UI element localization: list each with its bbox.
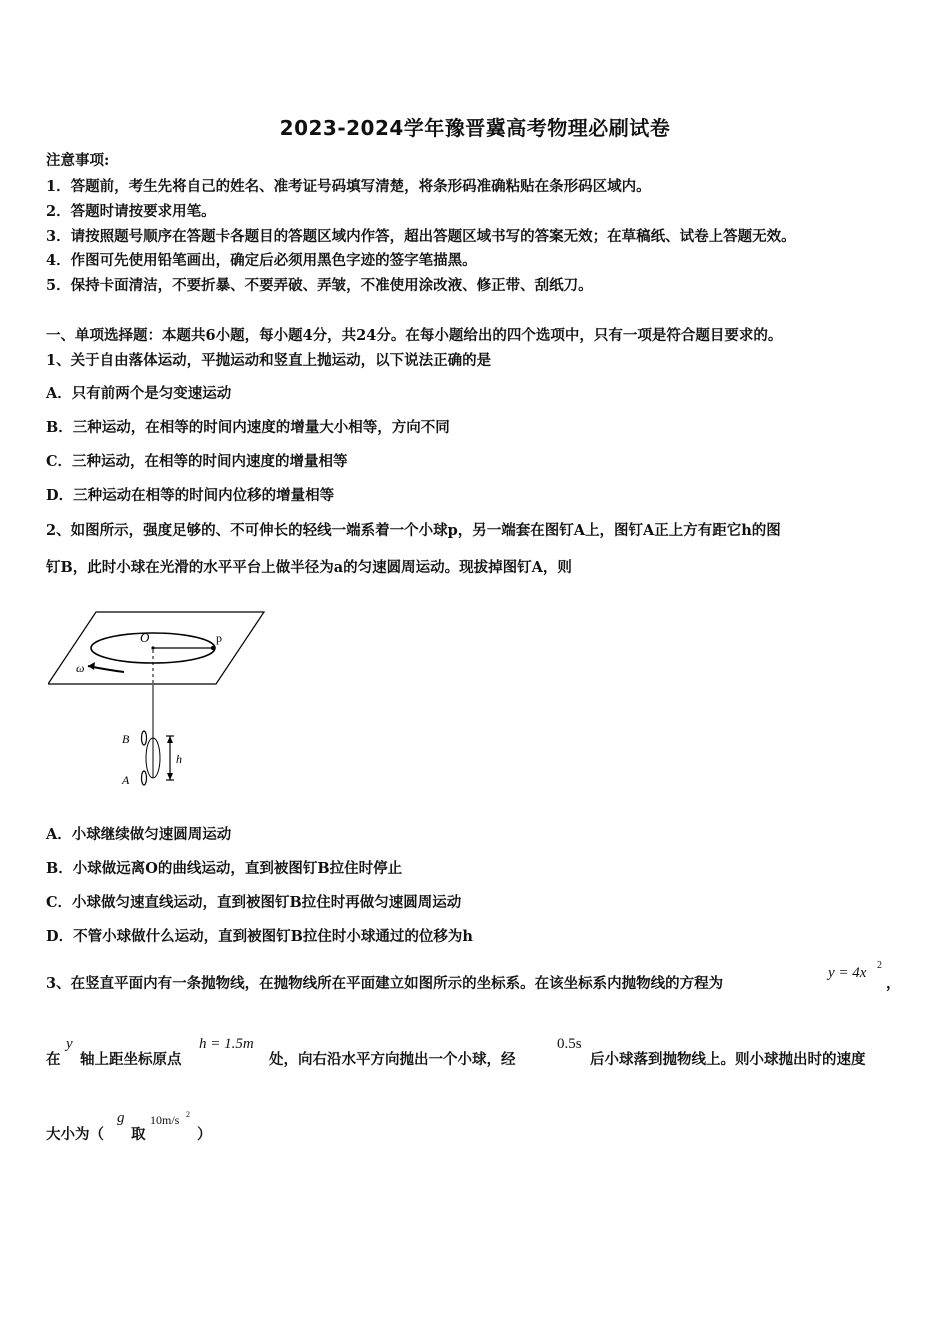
label-a: A <box>122 773 130 787</box>
label-h: h <box>176 752 182 766</box>
question-3-close: ） <box>197 1126 212 1143</box>
question-3-line2-start: 在 <box>46 1051 61 1068</box>
question-1-option-c: C．三种运动，在相等的时间内速度的增量相等 <box>46 453 348 470</box>
parabola-exponent: 2 <box>877 960 882 971</box>
notice-item: 3．请按照题号顺序在答题卡各题目的答题区域内作答，超出答题区域书写的答案无效；在草稿纸、试卷上答题无效。 <box>46 228 796 245</box>
question-1-option-a: A．只有前两个是匀变速运动 <box>46 385 232 402</box>
page-title: 2023-2024学年豫晋冀高考物理必刷试卷 <box>279 116 671 140</box>
question-3-line1 <box>46 974 723 994</box>
question-2-option-d: D．不管小球做什么运动，直到被图钉B拉住时小球通过的位移为h <box>46 928 473 945</box>
g-value: 10m/s <box>150 1113 180 1127</box>
label-omega: ω <box>76 661 85 675</box>
notice-item: 4．作图可先使用铅笔画出，确定后必须用黑色字迹的签字笔描黑。 <box>46 252 477 269</box>
pin-a-icon <box>142 771 147 785</box>
label-o: O <box>140 630 150 645</box>
question-3-take: 取 <box>131 1126 146 1143</box>
question-2-option-a: A．小球继续做匀速圆周运动 <box>46 826 232 843</box>
question-2-stem-line2: 钉B，此时小球在光滑的水平平台上做半径为a的匀速圆周运动。现拔掉图钉A，则 <box>46 559 572 576</box>
center-point <box>151 646 154 649</box>
arrowhead-icon <box>88 662 95 670</box>
question-1-stem: 1、关于自由落体运动，平抛运动和竖直上抛运动，以下说法正确的是 <box>46 352 492 369</box>
label-b: B <box>122 732 130 746</box>
g-symbol: g <box>117 1110 125 1126</box>
notice-item: 1．答题前，考生先将自己的姓名、准考证号码填写清楚，将条形码准确粘贴在条形码区域内。 <box>46 178 651 195</box>
notice-item: 2．答题时请按要求用笔。 <box>46 203 216 220</box>
question-3-line2-text2: 处，向右沿水平方向抛出一个小球，经 <box>269 1051 516 1068</box>
question-3-text: 3、在竖直平面内有一条抛物线，在抛物线所在平面建立如图所示的坐标系。在该坐标系内抛物线的方程为 <box>46 975 724 992</box>
question-2-stem-line1: 2、如图所示，强度足够的、不可伸长的轻线一端系着一个小球p，另一端套在图钉A上，图钉A正上方有距它h的图 <box>46 522 781 539</box>
question-3-comma: ， <box>886 975 901 992</box>
question-3-line2-text3: 后小球落到抛物线上。则小球抛出时的速度 <box>590 1051 866 1068</box>
pin-b-icon <box>142 731 147 745</box>
question-3-line2-text: 轴上距坐标原点 <box>80 1051 182 1068</box>
question-3-line3-start: 大小为（ <box>46 1126 104 1143</box>
notice-item: 5．保持卡面清洁，不要折暴、不要弄破、弄皱，不准使用涂改液、修正带、刮纸刀。 <box>46 277 593 294</box>
parabola-equation: y = 4x <box>828 965 867 981</box>
height-value: h = 1.5m <box>199 1036 254 1052</box>
ball-p <box>211 646 215 650</box>
question-1-option-b: B．三种运动，在相等的时间内速度的增量大小相等，方向不同 <box>46 419 450 436</box>
label-p: p <box>216 631 222 645</box>
question-1-option-d: D．三种运动在相等的时间内位移的增量相等 <box>46 487 335 504</box>
y-axis-symbol: y <box>66 1036 73 1052</box>
question-2-option-c: C．小球做匀速直线运动，直到被图钉B拉住时再做匀速圆周运动 <box>46 894 462 911</box>
section-heading: 一、单项选择题：本题共6小题，每小题4分，共24分。在每小题给出的四个选项中，只有一项是符合题目要求的。 <box>46 327 783 344</box>
question-2-figure <box>48 608 268 793</box>
notice-heading: 注意事项: <box>46 152 110 169</box>
time-value: 0.5s <box>557 1036 582 1052</box>
question-2-option-b: B．小球做远离O的曲线运动，直到被图钉B拉住时停止 <box>46 860 403 877</box>
g-exponent: 2 <box>186 1110 190 1119</box>
